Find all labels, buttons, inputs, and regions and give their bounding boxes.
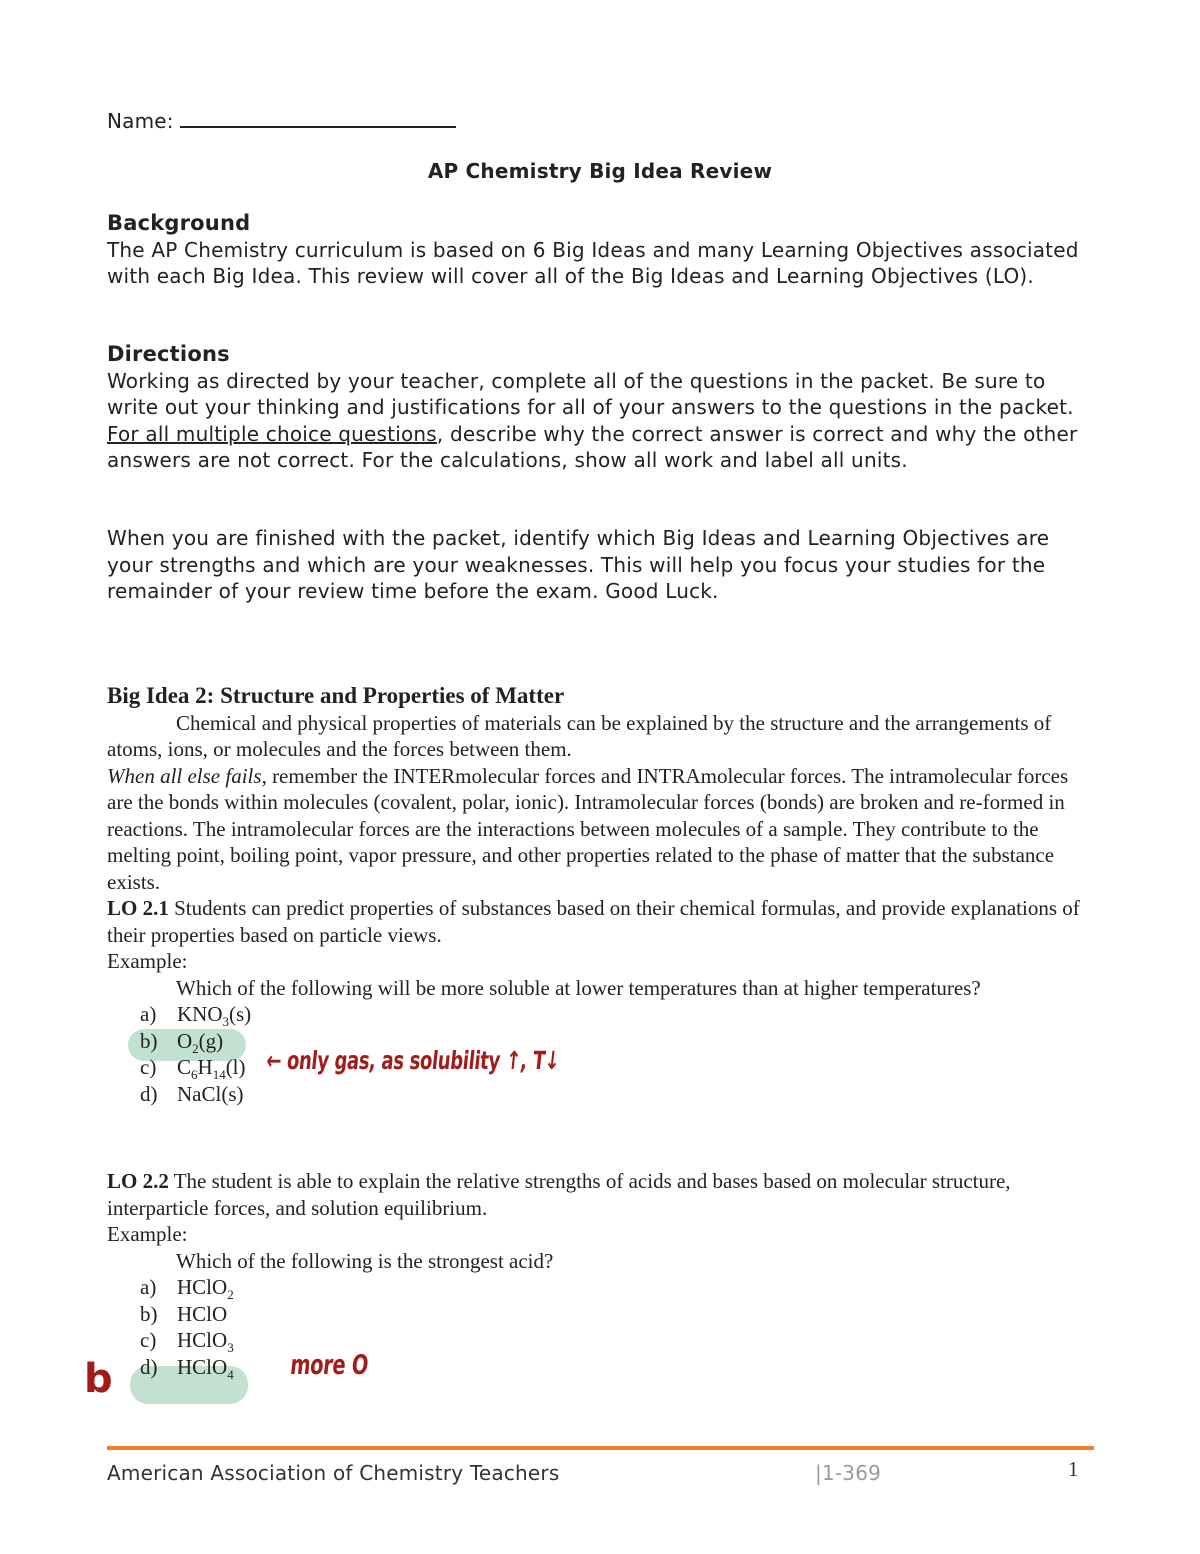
option-letter: a) [140, 1275, 157, 1299]
big-idea-2-section [107, 683, 1097, 1107]
lo-2-2-option-b [107, 1301, 1097, 1328]
option-formula: HClO [177, 1354, 228, 1379]
directions-heading: Directions [107, 342, 230, 366]
option-subscript: 3 [222, 1014, 229, 1030]
option-letter: b) [140, 1028, 158, 1053]
option-state: (g) [198, 1028, 224, 1053]
lo-2-2-option-a [107, 1274, 1097, 1301]
footer-organization: American Association of Chemistry Teachers [107, 1461, 560, 1485]
lo-2-1-option-a [107, 1001, 1097, 1028]
handwritten-note-solubility: ← only gas, as solubility ↑, T↓ [264, 1046, 562, 1075]
directions-section [107, 341, 1097, 474]
option-formula: NaCl(s) [177, 1081, 244, 1106]
background-text: The AP Chemistry curriculum is based on 6 Big Ideas and many Learning Objectives associated with each Big Idea. This review will cover all of the Big Ideas and Learning Objectives (LO). [107, 237, 1079, 288]
lo-2-2-example-label: Example: [107, 1222, 188, 1246]
big-idea-2-summary-text: Chemical and physical properties of materials can be explained by the structure and the arrangements of atoms, ions, or molecules and the forces between them. [107, 710, 1052, 761]
lo-2-1-example-label: Example: [107, 949, 188, 973]
lo-2-2 [107, 1168, 1097, 1221]
lo-2-2-label: LO 2.2 [107, 1169, 169, 1193]
option-subscript: 2 [192, 1040, 199, 1056]
page-title: AP Chemistry Big Idea Review [427, 159, 773, 183]
big-idea-2-title: Big Idea 2: Structure and Properties of Matter [107, 683, 565, 708]
lo-2-1 [107, 895, 1097, 948]
directions-text [107, 368, 1097, 474]
option-letter: a) [140, 1002, 157, 1026]
option-formula-mid: H [197, 1055, 213, 1079]
directions-text-end: , describe why the correct answer is correct and why the other answers are not correct. For the calculations, show all work and label all units. [107, 421, 1078, 472]
lo-2-1-option-b [107, 1028, 1097, 1055]
option-state: (l) [225, 1055, 246, 1079]
option-formula: KNO [177, 1002, 223, 1026]
option-formula: O [177, 1028, 193, 1053]
lo-2-2-option-d [107, 1354, 1097, 1381]
option-letter: d) [140, 1354, 158, 1379]
directions-underlined: For all multiple choice questions [107, 421, 437, 446]
footer-page-number: 1 [1068, 1457, 1079, 1481]
lo-2-1-label: LO 2.1 [107, 896, 169, 920]
option-letter: c) [140, 1328, 157, 1352]
note-italic: When all else fails [107, 763, 262, 788]
option-letter: c) [140, 1055, 157, 1079]
option-subscript-2: 14 [212, 1067, 226, 1083]
lo-2-2-section [107, 1168, 1097, 1380]
background-section [107, 210, 1097, 290]
option-letter: b) [140, 1301, 158, 1326]
big-idea-2-note [107, 763, 1097, 896]
option-state: (s) [229, 1002, 252, 1026]
option-letter: d) [140, 1081, 158, 1106]
note-text: , remember the INTERmolecular forces and INTRAmolecular forces. The intramolecular forces are the bonds within molecules (covalent, polar, ionic). Intramolecular forces (bonds) are broken and re-formed in reactions. The intramolecular forces are the interactions between molecules of a sample. They contribute to the melting point, boiling point, vapor pressure, and other properties related to the phase of matter that the substance exists. [107, 763, 1069, 894]
option-formula: C [177, 1055, 192, 1079]
handwritten-note-more-oxygen: more O [288, 1350, 370, 1381]
footer-page-range: |1-369 [815, 1461, 882, 1485]
background-heading: Background [107, 211, 251, 235]
lo-2-2-text: The student is able to explain the relative strengths of acids and bases based on molecular structure, interparticle forces, and solution equilibrium. [107, 1169, 1011, 1220]
footer-rule [107, 1446, 1094, 1450]
lo-2-2-option-c [107, 1327, 1097, 1354]
option-subscript: 2 [227, 1287, 234, 1303]
option-formula: HClO [177, 1301, 228, 1326]
directions-text-start: Working as directed by your teacher, complete all of the questions in the packet. Be sure to write out your thinking and justifications for all of your answers to the questions in the packet. [107, 368, 1074, 419]
finish-paragraph: When you are finished with the packet, identify which Big Ideas and Learning Objectives are your strengths and which are your weaknesses. This will help you focus your studies for the remainder of your review time before the exam. Good Luck. [107, 526, 1050, 603]
option-subscript: 4 [227, 1366, 234, 1382]
lo-2-1-text: Students can predict properties of substances based on their chemical formulas, and provide explanations of their properties based on particle views. [107, 896, 1080, 947]
lo-2-2-question: Which of the following is the strongest acid? [176, 1248, 554, 1273]
option-subscript: 6 [191, 1067, 198, 1083]
lo-2-1-option-d [107, 1081, 1097, 1108]
option-formula: HClO [177, 1275, 228, 1299]
handwritten-margin-mark: b [84, 1356, 113, 1402]
name-blank-line [180, 108, 456, 128]
lo-2-1-option-c [107, 1054, 1097, 1081]
name-field [107, 108, 456, 135]
option-subscript: 3 [227, 1340, 234, 1356]
name-label: Name: [107, 109, 174, 133]
option-formula: HClO [177, 1328, 228, 1352]
big-idea-2-summary [107, 710, 1097, 763]
lo-2-1-question: Which of the following will be more soluble at lower temperatures than at higher temperatures? [176, 975, 981, 1000]
